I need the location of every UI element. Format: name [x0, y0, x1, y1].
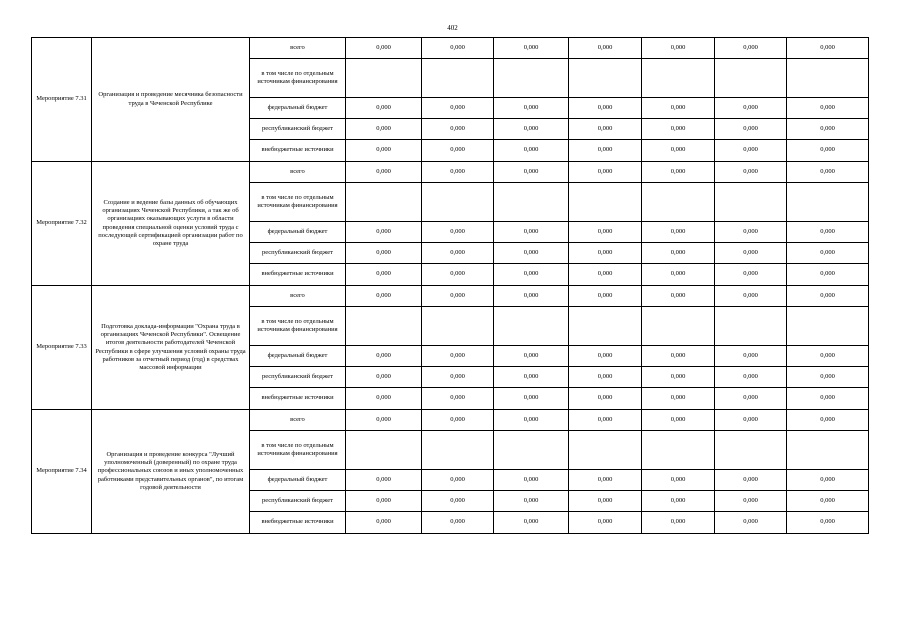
funding-source: федеральный бюджет [250, 222, 346, 243]
funding-value [715, 59, 787, 98]
funding-value [642, 183, 715, 222]
funding-value: 0,000 [787, 491, 869, 512]
funding-value: 0,000 [422, 346, 494, 367]
funding-value: 0,000 [346, 367, 422, 388]
funding-source: федеральный бюджет [250, 98, 346, 119]
funding-value [494, 59, 569, 98]
funding-value: 0,000 [346, 388, 422, 410]
funding-source: федеральный бюджет [250, 346, 346, 367]
funding-value: 0,000 [642, 410, 715, 431]
funding-value: 0,000 [642, 119, 715, 140]
funding-value [715, 431, 787, 470]
funding-source: в том числе по отдельным источникам финансирования [250, 431, 346, 470]
funding-value: 0,000 [787, 140, 869, 162]
funding-source: всего [250, 162, 346, 183]
funding-source: внебюджетные источники [250, 264, 346, 286]
funding-value: 0,000 [494, 38, 569, 59]
funding-value: 0,000 [494, 140, 569, 162]
funding-value: 0,000 [642, 388, 715, 410]
funding-value: 0,000 [642, 286, 715, 307]
funding-value: 0,000 [346, 346, 422, 367]
funding-value: 0,000 [642, 243, 715, 264]
funding-value: 0,000 [715, 162, 787, 183]
funding-value: 0,000 [569, 38, 642, 59]
funding-value: 0,000 [715, 286, 787, 307]
funding-value [787, 431, 869, 470]
funding-value: 0,000 [569, 222, 642, 243]
funding-value: 0,000 [494, 286, 569, 307]
funding-value: 0,000 [569, 140, 642, 162]
funding-value [569, 307, 642, 346]
funding-value: 0,000 [787, 119, 869, 140]
table-row [32, 286, 869, 307]
funding-value: 0,000 [422, 140, 494, 162]
funding-value: 0,000 [715, 264, 787, 286]
funding-value: 0,000 [422, 38, 494, 59]
funding-value: 0,000 [787, 243, 869, 264]
funding-value: 0,000 [494, 264, 569, 286]
funding-value: 0,000 [642, 512, 715, 534]
measure-description: Подготовка доклада-информации "Охрана труда в организациях Чеченской Республики". Освещение итогов деятельности работодателей Чеченской Республики в сфере улучшения условий охраны труда работников за отчетный период (год) в средствах массовой информации [92, 286, 250, 410]
funding-value: 0,000 [715, 222, 787, 243]
measure-description: Создание и ведение базы данных об обучающих организациях Чеченской Республики, а так же об организациях оказывающих услуги в области проведения специальной оценки условий труда с последующей сертификацией организации работ по охране труда [92, 162, 250, 286]
funding-value: 0,000 [787, 388, 869, 410]
funding-value [494, 307, 569, 346]
measure-label: Мероприятие 7.34 [32, 410, 92, 534]
funding-value: 0,000 [569, 410, 642, 431]
funding-value: 0,000 [422, 243, 494, 264]
funding-source: всего [250, 38, 346, 59]
funding-value: 0,000 [715, 243, 787, 264]
funding-value [569, 431, 642, 470]
funding-value: 0,000 [569, 388, 642, 410]
funding-value: 0,000 [346, 38, 422, 59]
funding-value: 0,000 [715, 119, 787, 140]
funding-value: 0,000 [642, 264, 715, 286]
funding-value: 0,000 [494, 162, 569, 183]
funding-value [346, 183, 422, 222]
funding-source: республиканский бюджет [250, 243, 346, 264]
funding-value: 0,000 [422, 367, 494, 388]
funding-value: 0,000 [715, 140, 787, 162]
funding-value: 0,000 [715, 38, 787, 59]
funding-source: в том числе по отдельным источникам финансирования [250, 59, 346, 98]
funding-value: 0,000 [569, 264, 642, 286]
funding-value: 0,000 [422, 286, 494, 307]
funding-value [642, 307, 715, 346]
funding-value [642, 431, 715, 470]
funding-value: 0,000 [642, 98, 715, 119]
funding-source: республиканский бюджет [250, 491, 346, 512]
funding-value: 0,000 [422, 98, 494, 119]
funding-source: в том числе по отдельным источникам финансирования [250, 183, 346, 222]
funding-value: 0,000 [422, 264, 494, 286]
funding-value: 0,000 [422, 491, 494, 512]
funding-value: 0,000 [715, 388, 787, 410]
funding-value: 0,000 [715, 491, 787, 512]
funding-value: 0,000 [569, 470, 642, 491]
funding-value [422, 431, 494, 470]
measure-description: Организация и проведение конкурса "Лучший уполномоченный (доверенный) по охране труда профессиональных союзов и иных уполномоченных работниками представительных органов", по итогам годовой деятельности [92, 410, 250, 534]
funding-value: 0,000 [787, 162, 869, 183]
funding-value: 0,000 [494, 98, 569, 119]
funding-source: внебюджетные источники [250, 388, 346, 410]
funding-value [787, 307, 869, 346]
funding-value: 0,000 [422, 162, 494, 183]
funding-value: 0,000 [787, 38, 869, 59]
funding-value: 0,000 [569, 162, 642, 183]
funding-value: 0,000 [422, 222, 494, 243]
funding-source: внебюджетные источники [250, 140, 346, 162]
funding-value: 0,000 [642, 140, 715, 162]
funding-value: 0,000 [569, 119, 642, 140]
funding-value: 0,000 [346, 119, 422, 140]
funding-value: 0,000 [346, 470, 422, 491]
funding-value: 0,000 [642, 470, 715, 491]
funding-value: 0,000 [569, 491, 642, 512]
funding-source: республиканский бюджет [250, 367, 346, 388]
funding-value: 0,000 [787, 410, 869, 431]
funding-value [569, 59, 642, 98]
funding-value: 0,000 [569, 243, 642, 264]
funding-value: 0,000 [494, 388, 569, 410]
measure-label: Мероприятие 7.31 [32, 38, 92, 162]
funding-value: 0,000 [494, 222, 569, 243]
funding-value: 0,000 [494, 367, 569, 388]
funding-value [569, 183, 642, 222]
table-row [32, 410, 869, 431]
table-row [32, 162, 869, 183]
funding-value: 0,000 [346, 222, 422, 243]
funding-value: 0,000 [569, 512, 642, 534]
funding-value: 0,000 [569, 367, 642, 388]
funding-source: внебюджетные источники [250, 512, 346, 534]
funding-value: 0,000 [422, 410, 494, 431]
page-number: 402 [447, 24, 458, 32]
funding-value [494, 183, 569, 222]
funding-value: 0,000 [346, 410, 422, 431]
funding-value: 0,000 [346, 264, 422, 286]
funding-value: 0,000 [494, 470, 569, 491]
funding-value: 0,000 [494, 410, 569, 431]
funding-value: 0,000 [787, 367, 869, 388]
funding-value: 0,000 [715, 470, 787, 491]
funding-value: 0,000 [787, 98, 869, 119]
financing-table [31, 37, 869, 534]
funding-source: республиканский бюджет [250, 119, 346, 140]
funding-value: 0,000 [642, 346, 715, 367]
funding-value: 0,000 [569, 98, 642, 119]
funding-value: 0,000 [787, 286, 869, 307]
funding-value [642, 59, 715, 98]
funding-value: 0,000 [346, 243, 422, 264]
funding-value [422, 59, 494, 98]
funding-value [494, 431, 569, 470]
funding-value: 0,000 [787, 470, 869, 491]
funding-value: 0,000 [642, 491, 715, 512]
funding-value: 0,000 [346, 512, 422, 534]
funding-value [346, 59, 422, 98]
measure-label: Мероприятие 7.33 [32, 286, 92, 410]
funding-value: 0,000 [494, 243, 569, 264]
funding-value: 0,000 [715, 512, 787, 534]
funding-value: 0,000 [346, 286, 422, 307]
funding-value: 0,000 [494, 491, 569, 512]
funding-value: 0,000 [569, 286, 642, 307]
funding-value: 0,000 [715, 346, 787, 367]
measure-description: Организация и проведение месячника безопасности труда в Чеченской Республике [92, 38, 250, 162]
funding-value [346, 431, 422, 470]
funding-value: 0,000 [715, 98, 787, 119]
funding-value: 0,000 [787, 512, 869, 534]
funding-value [422, 307, 494, 346]
funding-value: 0,000 [787, 222, 869, 243]
funding-value: 0,000 [422, 388, 494, 410]
funding-value: 0,000 [346, 162, 422, 183]
funding-source: всего [250, 286, 346, 307]
funding-value: 0,000 [494, 346, 569, 367]
funding-value: 0,000 [422, 470, 494, 491]
funding-value: 0,000 [422, 119, 494, 140]
funding-value: 0,000 [569, 346, 642, 367]
funding-value: 0,000 [715, 367, 787, 388]
funding-value: 0,000 [494, 119, 569, 140]
funding-source: всего [250, 410, 346, 431]
funding-source: федеральный бюджет [250, 470, 346, 491]
funding-value [715, 307, 787, 346]
funding-value: 0,000 [787, 264, 869, 286]
funding-value: 0,000 [346, 98, 422, 119]
funding-value: 0,000 [346, 140, 422, 162]
funding-source: в том числе по отдельным источникам финансирования [250, 307, 346, 346]
funding-value: 0,000 [642, 222, 715, 243]
funding-value: 0,000 [642, 367, 715, 388]
table-row [32, 38, 869, 59]
funding-value [787, 59, 869, 98]
funding-value: 0,000 [787, 346, 869, 367]
funding-value: 0,000 [642, 38, 715, 59]
funding-value: 0,000 [715, 410, 787, 431]
funding-value: 0,000 [422, 512, 494, 534]
funding-value: 0,000 [346, 491, 422, 512]
funding-value [787, 183, 869, 222]
funding-value [346, 307, 422, 346]
funding-value [715, 183, 787, 222]
funding-value [422, 183, 494, 222]
funding-value: 0,000 [642, 162, 715, 183]
funding-value: 0,000 [494, 512, 569, 534]
measure-label: Мероприятие 7.32 [32, 162, 92, 286]
